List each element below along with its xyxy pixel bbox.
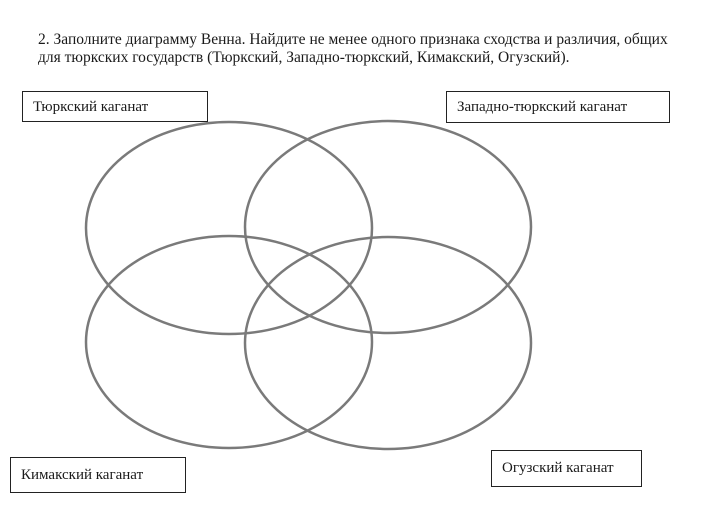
label-box-oghuz-khaganate	[491, 450, 642, 487]
label-oghuz-khaganate: Огузский каганат	[502, 460, 614, 476]
label-box-western-turkic-khaganate	[446, 91, 670, 123]
venn-circle-top-left	[86, 122, 372, 334]
venn-circle-bottom-right	[245, 237, 531, 449]
label-box-kimak-khaganate	[10, 457, 186, 493]
venn-circle-top-right	[245, 121, 531, 333]
task-line-1: 2. Заполните диаграмму Венна. Найдите не менее одного признака сходства и различия, общих	[38, 31, 668, 48]
venn-circle-bottom-left	[86, 236, 372, 448]
label-kimak-khaganate: Кимакский каганат	[21, 467, 144, 483]
task-line-2: для тюркских государств (Тюркский, Западно-тюркский, Кимакский, Огузский).	[38, 49, 570, 66]
label-western-turkic-khaganate: Западно-тюркский каганат	[457, 99, 628, 115]
label-box-turkic-khaganate	[22, 91, 208, 122]
label-turkic-khaganate: Тюркский каганат	[33, 99, 149, 115]
